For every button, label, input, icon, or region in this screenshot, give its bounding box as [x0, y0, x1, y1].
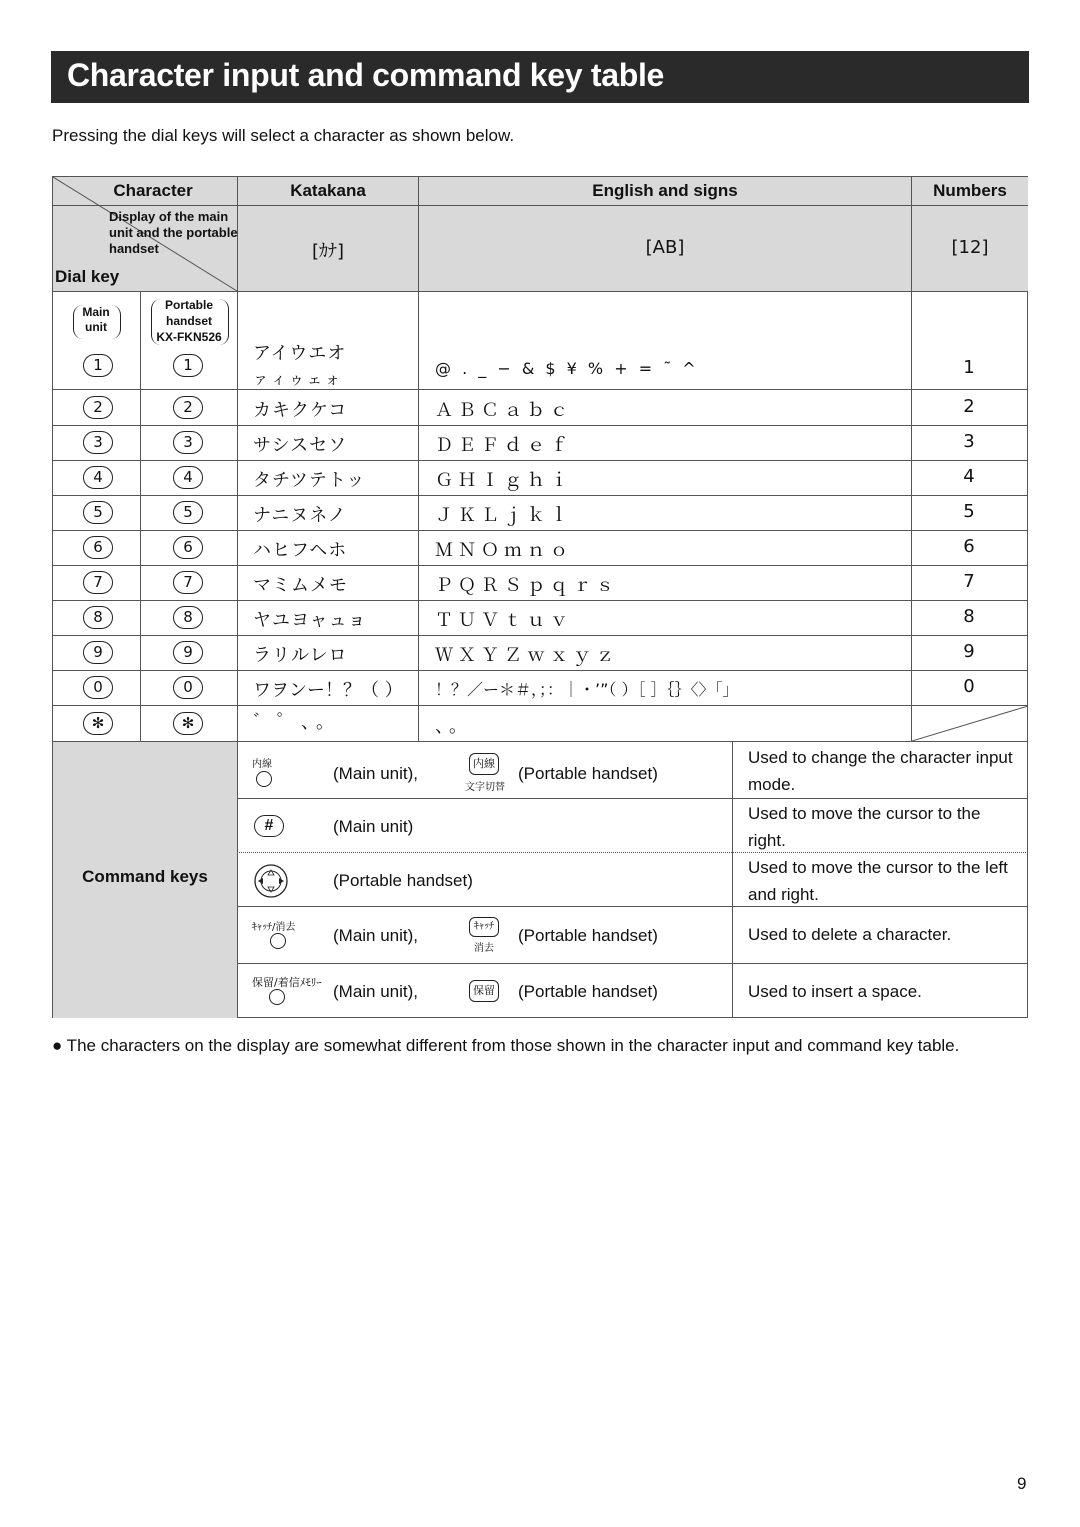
num-row-0: 0	[963, 676, 975, 697]
delete-label: 消去	[474, 943, 494, 954]
dial-key-portable-0: 0	[173, 676, 203, 699]
header-character: Character	[113, 181, 193, 200]
kana-row-3: サシスセソ	[253, 435, 348, 456]
mode-numbers: [12]	[951, 237, 989, 258]
intro-text: Pressing the dial keys will select a character as shown below.	[52, 126, 515, 145]
kana-row-star: ゛゜、。	[253, 712, 340, 733]
eng-row-8: ＴＵＶｔｕｖ	[435, 610, 573, 631]
eng-row-2: ＡＢＣａｂｃ	[435, 400, 573, 421]
dial-key-main-4: 4	[83, 466, 113, 489]
empty-cell-diagonal	[912, 706, 1028, 741]
dial-key-main-3: 3	[83, 431, 113, 454]
dial-key-portable-9: 9	[173, 641, 203, 664]
naisen-key-label: 内線	[252, 759, 272, 770]
cmd2-main-text: (Main unit)	[333, 817, 414, 836]
cmd4-main-text: (Main unit),	[333, 926, 419, 945]
num-row-5: 5	[963, 501, 975, 522]
catch-delete-key-icon	[270, 933, 286, 949]
dial-key-portable-4: 4	[173, 466, 203, 489]
dial-key-portable-6: 6	[173, 536, 203, 559]
navigator-key-icon	[253, 863, 289, 899]
mode-english: [AB]	[645, 237, 685, 258]
dial-key-portable-8: 8	[173, 606, 203, 629]
dial-key-main-2: 2	[83, 396, 113, 419]
cmd1-main-text: (Main unit),	[333, 764, 419, 783]
eng-row-7: ＰＱＲＳｐｑｒｓ	[435, 575, 619, 596]
header-katakana: Katakana	[290, 181, 366, 200]
dial-key-main-9: 9	[83, 641, 113, 664]
dial-key-portable-3: 3	[173, 431, 203, 454]
cmd2-desc: Used to move the cursor to the right.	[748, 804, 981, 850]
header-dial-key: Dial key	[55, 267, 120, 286]
kana-row-4: タチツテトッ	[253, 470, 366, 491]
cmd1-desc: Used to change the character input mode.	[748, 748, 1013, 794]
kana-row-0: ワヲンー！？（ ）	[253, 680, 403, 701]
kana-row-9: ラリルレロ	[253, 645, 348, 666]
dial-key-portable-star: ✻	[173, 712, 203, 735]
kana-row-1: アイウエオ	[253, 343, 347, 364]
cmd4-portable-text: (Portable handset)	[518, 926, 658, 945]
num-row-7: 7	[963, 571, 975, 592]
kana-row-7: マミムメモ	[253, 575, 348, 596]
eng-row-3: ＤＥＦｄｅｆ	[435, 435, 573, 456]
header-display-note: Display of the main unit and the portable handset	[109, 209, 238, 256]
hash-key-icon: #	[254, 815, 284, 837]
catch-delete-key-label: ｷｬｯﾁ/消去	[252, 922, 296, 933]
eng-row-6: ＭＮＯｍｎｏ	[435, 540, 573, 561]
num-row-9: 9	[963, 641, 975, 662]
kana-row-6: ハヒフヘホ	[253, 540, 348, 561]
dial-key-main-5: 5	[83, 501, 113, 524]
naisen-button-icon: 内線	[469, 753, 499, 775]
catch-button-icon: ｷｬｯﾁ	[469, 917, 499, 937]
page-number: 9	[1017, 1474, 1027, 1493]
dial-key-main-0: 0	[83, 676, 113, 699]
dial-key-main-star: ✻	[83, 712, 113, 735]
kana-row-5: ナニヌネノ	[253, 505, 347, 526]
main-unit-label: Main unit	[82, 305, 110, 334]
dial-key-main-7: 7	[83, 571, 113, 594]
dial-key-main-1: 1	[83, 354, 113, 377]
cmd5-desc: Used to insert a space.	[748, 982, 922, 1001]
naisen-key-icon	[256, 771, 272, 787]
dial-key-main-8: 8	[83, 606, 113, 629]
dial-key-portable-7: 7	[173, 571, 203, 594]
num-row-1: 1	[963, 357, 975, 378]
eng-row-0: ！？／ー＊＃，；：｜・’”（ ）［ ］｛｝〈〉「」	[435, 680, 739, 699]
eng-row-1: @ . _ − & $ ¥ % + = ˜ ^	[435, 359, 699, 378]
cmd3-main-text: (Portable handset)	[333, 871, 473, 890]
num-row-3: 3	[963, 431, 975, 452]
hold-key-label: 保留/着信ﾒﾓﾘｰ	[252, 976, 322, 989]
cmd5-main-text: (Main unit),	[333, 982, 419, 1001]
hold-button-icon: 保留	[469, 980, 499, 1002]
cmd4-desc: Used to delete a character.	[748, 925, 952, 944]
dial-key-portable-1: 1	[173, 354, 203, 377]
header-numbers: Numbers	[933, 181, 1007, 200]
eng-row-5: ＪＫＬｊｋｌ	[435, 505, 573, 526]
eng-row-star: 、。	[435, 716, 472, 737]
num-row-2: 2	[963, 396, 975, 417]
eng-row-9: ＷＸＹＺｗｘｙｚ	[435, 645, 619, 666]
hold-key-icon	[269, 989, 285, 1005]
dial-key-main-6: 6	[83, 536, 113, 559]
num-row-8: 8	[963, 606, 975, 627]
character-table	[52, 176, 1028, 1018]
footnote: ● The characters on the display are somewhat different from those shown in the character input and command key table.	[52, 1036, 960, 1055]
cmd3-desc: Used to move the cursor to the left and right.	[748, 858, 1008, 904]
mode-katakana: [ｶﾅ]	[311, 241, 345, 262]
dial-key-portable-2: 2	[173, 396, 203, 419]
title-bar	[51, 51, 1029, 103]
mode-switch-label: 文字切替	[465, 782, 505, 793]
kana-row-8: ヤユヨャュョ	[253, 610, 367, 631]
command-keys-label: Command keys	[82, 867, 208, 886]
main-unit-bracket	[73, 305, 121, 339]
kana-row-2: カキクケコ	[253, 400, 348, 421]
num-row-6: 6	[963, 536, 975, 557]
cmd1-portable-text: (Portable handset)	[518, 764, 658, 783]
eng-row-4: ＧＨＩｇｈｉ	[435, 470, 573, 491]
header-english: English and signs	[592, 181, 738, 200]
dial-key-portable-5: 5	[173, 501, 203, 524]
page-title: Character input and command key table	[67, 57, 665, 93]
cmd5-portable-text: (Portable handset)	[518, 982, 658, 1001]
portable-label: Portable handset KX-FKN526	[156, 298, 222, 344]
num-row-4: 4	[963, 466, 975, 487]
portable-bracket	[151, 299, 229, 345]
kana-small-row-1: ァィゥェォ	[253, 370, 344, 388]
